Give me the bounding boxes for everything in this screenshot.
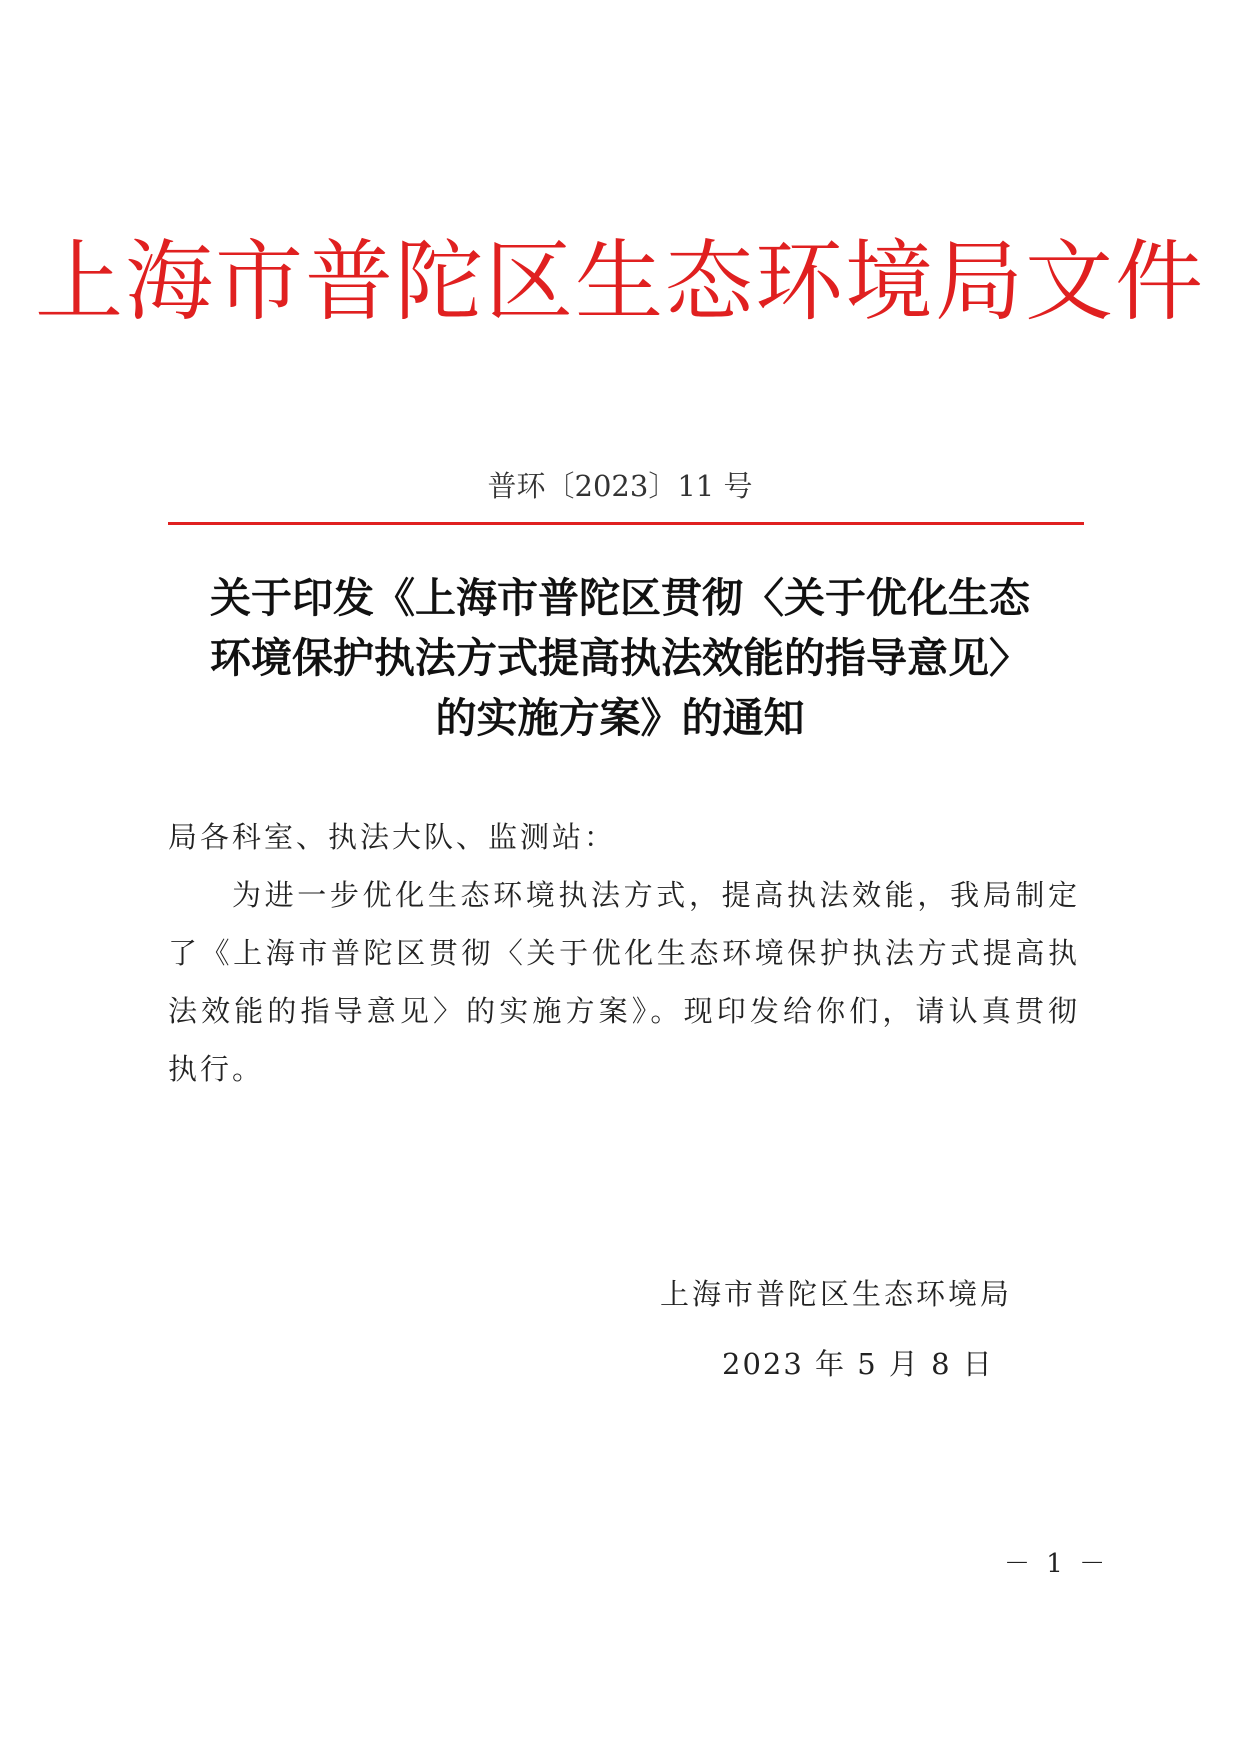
red-separator-rule: [168, 522, 1084, 525]
issue-date: 2023 年 5 月 8 日: [722, 1347, 994, 1381]
issuer-signature: 上海市普陀区生态环境局: [660, 1277, 1013, 1311]
page-number: － 1 －: [1004, 1549, 1110, 1579]
document-title-line: 环境保护执法方式提高执法效能的指导意见〉: [210, 634, 1030, 682]
document-title-line: 关于印发《上海市普陀区贯彻〈关于优化生态: [210, 574, 1030, 622]
body-paragraph: 为进一步优化生态环境执法方式，提高执法效能，我局制定了《上海市普陀区贯彻〈关于优化生态环境保护执法方式提高执法效能的指导意见〉的实施方案》。现印发给你们，请认真贯彻执行。: [168, 878, 1080, 1086]
document-title: [158, 568, 1082, 748]
document-title-line: 的实施方案》的通知: [435, 694, 805, 742]
issuing-authority-header: 上海市普陀区生态环境局文件: [34, 230, 1205, 333]
recipient-line: 局各科室、执法大队、监测站：: [168, 820, 617, 854]
document-number: 普环〔2023〕11 号: [487, 469, 753, 503]
